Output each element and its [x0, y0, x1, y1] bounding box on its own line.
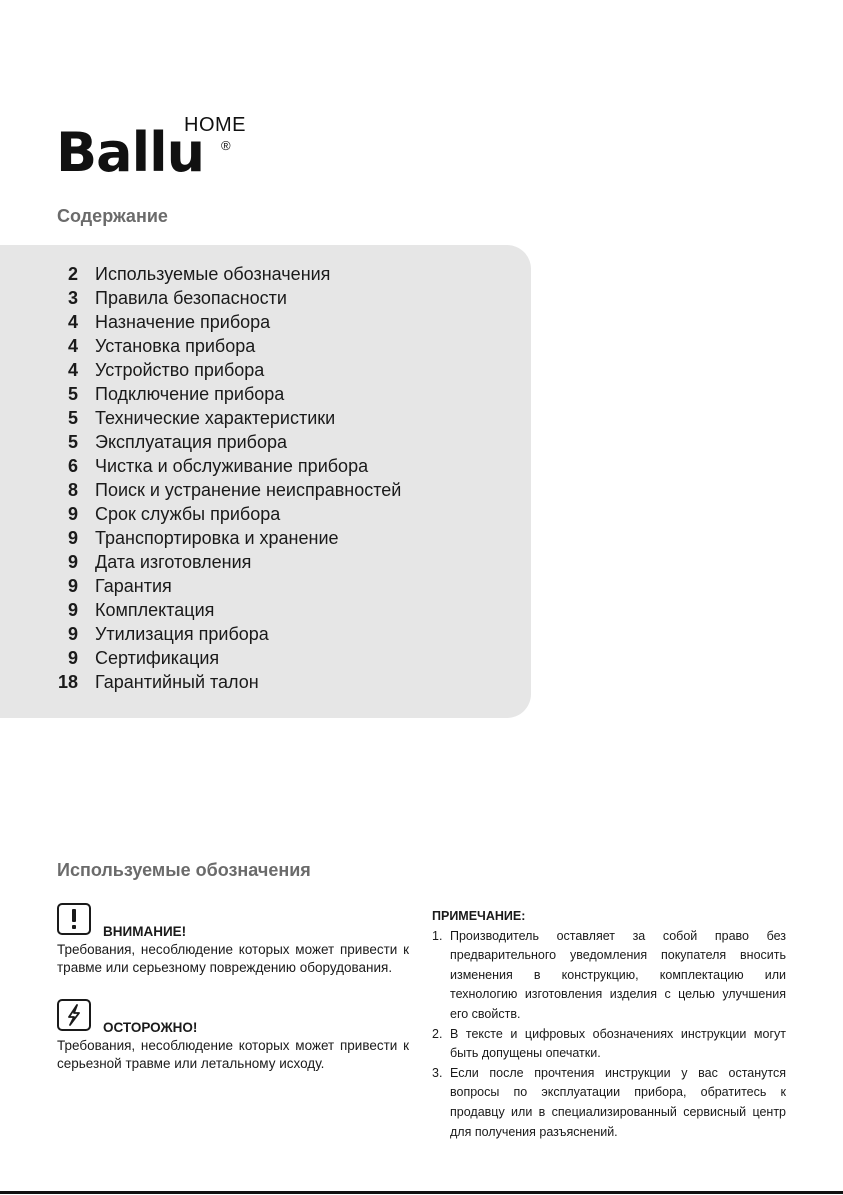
- attention-block: [57, 903, 409, 977]
- toc-item-title: Гарантия: [95, 576, 172, 596]
- toc-item[interactable]: [0, 430, 401, 454]
- toc-page-number: 4: [67, 360, 78, 380]
- toc-item-title: Сертификация: [95, 648, 220, 668]
- toc-item[interactable]: [0, 598, 401, 622]
- note-title: ПРИМЕЧАНИЕ:: [432, 909, 526, 923]
- toc-item-title: Чистка и обслуживание прибора: [95, 456, 369, 476]
- toc-page-number: 9: [67, 600, 78, 620]
- note-item: [432, 1025, 786, 1064]
- toc-page-number: 4: [67, 312, 78, 332]
- toc-item-title: Дата изготовления: [95, 552, 252, 572]
- toc-page-number: 6: [67, 456, 78, 476]
- toc-item-title: Подключение прибора: [95, 384, 285, 404]
- toc-item[interactable]: [0, 670, 401, 694]
- toc-page-number: 5: [67, 384, 78, 404]
- toc-page-number: 9: [67, 648, 78, 668]
- caution-block: [57, 999, 409, 1073]
- toc-list: [0, 262, 401, 694]
- toc-page-number: 18: [57, 672, 78, 692]
- toc-item-title: Транспортировка и хранение: [95, 528, 339, 548]
- toc-heading: Содержание: [57, 206, 168, 226]
- toc-item-title: Установка прибора: [95, 336, 256, 356]
- note-number: 3.: [432, 1065, 443, 1080]
- note-item: [432, 1064, 786, 1142]
- symbols-heading: Используемые обозначения: [57, 860, 311, 880]
- toc-item[interactable]: [0, 574, 401, 598]
- toc-item-title: Устройство прибора: [95, 360, 265, 380]
- toc-item-title: Правила безопасности: [95, 288, 287, 308]
- toc-item-title: Гарантийный талон: [95, 672, 259, 692]
- toc-item[interactable]: [0, 550, 401, 574]
- toc-item[interactable]: [0, 478, 401, 502]
- toc-item[interactable]: [0, 646, 401, 670]
- caution-title: ОСТОРОЖНО!: [103, 1020, 198, 1035]
- toc-item-title: Утилизация прибора: [95, 624, 269, 644]
- toc-item[interactable]: [0, 406, 401, 430]
- lightning-icon: [57, 999, 91, 1031]
- toc-item[interactable]: [0, 526, 401, 550]
- toc-item[interactable]: [0, 502, 401, 526]
- toc-page-number: 9: [67, 528, 78, 548]
- toc-page-number: 2: [67, 264, 78, 284]
- bottom-rule: [0, 1191, 843, 1194]
- toc-page-number: 3: [67, 288, 78, 308]
- toc-item-title: Комплектация: [95, 600, 215, 620]
- toc-item[interactable]: [0, 310, 401, 334]
- toc-item[interactable]: [0, 286, 401, 310]
- toc-item-title: Поиск и устранение неисправностей: [95, 480, 402, 500]
- note-list: [432, 927, 786, 1143]
- caution-text: Требования, несоблюдение которых может привести к серьезной травме или летальному исходу.: [57, 1038, 409, 1071]
- toc-item-title: Используемые обозначения: [95, 264, 331, 284]
- logo-home-label: HOME: [184, 114, 246, 136]
- toc-item[interactable]: [0, 334, 401, 358]
- brand-logo: [56, 112, 246, 182]
- note-text: В тексте и цифровых обозначениях инструкции могут быть допущены опечатки.: [450, 1026, 786, 1061]
- note-number: 2.: [432, 1026, 443, 1041]
- toc-item-title: Срок службы прибора: [95, 504, 281, 524]
- toc-page-number: 5: [67, 432, 78, 452]
- toc-page-number: 5: [67, 408, 78, 428]
- note-text: Если после прочтения инструкции у вас останутся вопросы по эксплуатации прибора, обратитесь к продавцу или в специализированный сервисный центр для получения разъяснений.: [450, 1065, 786, 1139]
- attention-text: Требования, несоблюдение которых может привести к травме или серьезному повреждению оборудования.: [57, 942, 409, 975]
- note-text: Производитель оставляет за собой право без предварительного уведомления покупателя вносить изменения в конструкцию, комплектацию или технологию изготовления изделия с целью улучшения его свойств.: [450, 928, 786, 1021]
- note-column: [432, 907, 786, 1142]
- toc-page-number: 8: [67, 480, 78, 500]
- toc-item[interactable]: [0, 358, 401, 382]
- toc-item-title: Технические характеристики: [95, 408, 336, 428]
- toc-item-title: Назначение прибора: [95, 312, 271, 332]
- toc-item[interactable]: [0, 382, 401, 406]
- note-number: 1.: [432, 928, 443, 943]
- toc-item[interactable]: [0, 262, 401, 286]
- attention-title: ВНИМАНИЕ!: [103, 924, 187, 939]
- logo-wordmark: Ballu: [56, 121, 205, 184]
- toc-item-title: Эксплуатация прибора: [95, 432, 287, 452]
- toc-item[interactable]: [0, 454, 401, 478]
- toc-page-number: 9: [67, 552, 78, 572]
- toc-item[interactable]: [0, 622, 401, 646]
- logo-registered-mark: ®: [221, 138, 231, 153]
- note-item: [432, 927, 786, 1025]
- toc-page-number: 9: [67, 624, 78, 644]
- toc-page-number: 9: [67, 504, 78, 524]
- toc-page-number: 4: [67, 336, 78, 356]
- symbols-column: [57, 903, 409, 1095]
- toc-page-number: 9: [67, 576, 78, 596]
- exclamation-icon: [57, 903, 91, 935]
